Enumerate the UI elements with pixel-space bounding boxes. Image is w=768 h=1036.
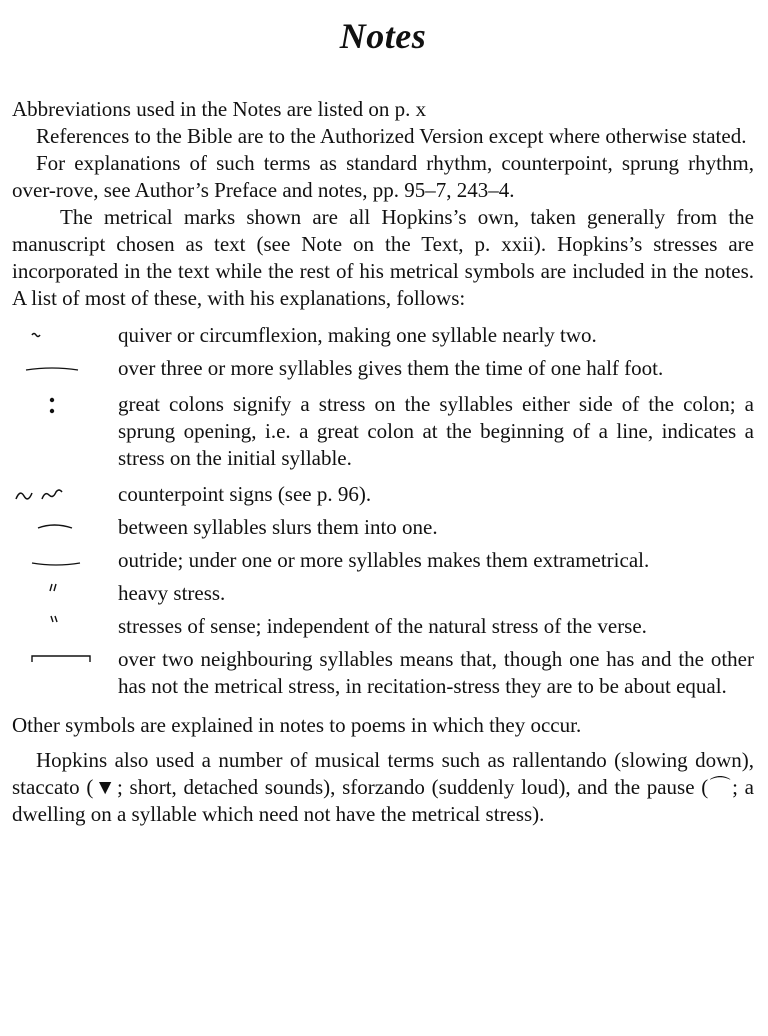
great-colon-icon (12, 391, 118, 418)
symbol-row (12, 391, 754, 472)
paragraph-musical-terms: Hopkins also used a number of musical terms such as rallentando (slowing down), staccato (▼; short, detached sounds), sforzando (suddenly loud), and the pause (⌒; a dwelling on a syllable which need not have the metrical stress). (12, 748, 754, 826)
slur-icon (12, 514, 118, 541)
heavy-stress-icon (12, 580, 118, 607)
paragraph-metrical-marks: The metrical marks shown are all Hopkins’s own, taken generally from the manuscript chosen as text (see Note on the Text, p. xxii). Hopkins’s stresses are incorporated in the text while the rest of his metrical symbols are included in the notes. A list of most of these, with his explanations, follows: (12, 205, 754, 310)
symbol-row (12, 355, 754, 382)
counterpoint-icon (12, 481, 118, 508)
symbol-row (12, 514, 754, 541)
sense-stress-icon (12, 613, 118, 640)
page-title: Notes (339, 16, 427, 56)
symbol-description: counterpoint signs (see p. 96). (118, 482, 372, 506)
symbol-row (12, 481, 754, 508)
symbol-description: quiver or circumflexion, making one syllable nearly two. (118, 323, 597, 347)
symbol-description: outride; under one or more syllables makes them extrametrical. (118, 548, 650, 572)
symbol-list (12, 322, 754, 700)
overline-icon (12, 355, 118, 382)
symbol-description: stresses of sense; independent of the natural stress of the verse. (118, 614, 647, 638)
symbol-row (12, 547, 754, 574)
paragraph-abbreviations: Abbreviations used in the Notes are listed on p. x (12, 97, 427, 121)
symbol-description: over three or more syllables gives them the time of one half foot. (118, 356, 664, 380)
symbol-description: heavy stress. (118, 581, 226, 605)
paragraph-other-symbols: Other symbols are explained in notes to poems in which they occur. (12, 713, 582, 737)
symbol-row (12, 322, 754, 349)
bracket-icon (12, 646, 118, 673)
symbol-description: between syllables slurs them into one. (118, 515, 438, 539)
paragraph-bible: References to the Bible are to the Authorized Version except where otherwise stated. (36, 124, 747, 148)
page (12, 10, 754, 828)
underline-icon (12, 547, 118, 574)
tilde-icon (12, 322, 118, 349)
symbol-row (12, 646, 754, 700)
paragraph-terms: For explanations of such terms as standard rhythm, counterpoint, sprung rhythm, over-rove, see Author’s Preface and notes, pp. 95–7, 243–4. (12, 151, 754, 202)
symbol-row (12, 580, 754, 607)
symbol-description: great colons signify a stress on the syllables either side of the colon; a sprung opening, i.e. a great colon at the beginning of a line, indicates a stress on the initial syllable. (118, 392, 754, 470)
symbol-row (12, 613, 754, 640)
symbol-description: over two neighbouring syllables means that, though one has and the other has not the metrical stress, in recitation-stress they are to be about equal. (118, 647, 754, 698)
